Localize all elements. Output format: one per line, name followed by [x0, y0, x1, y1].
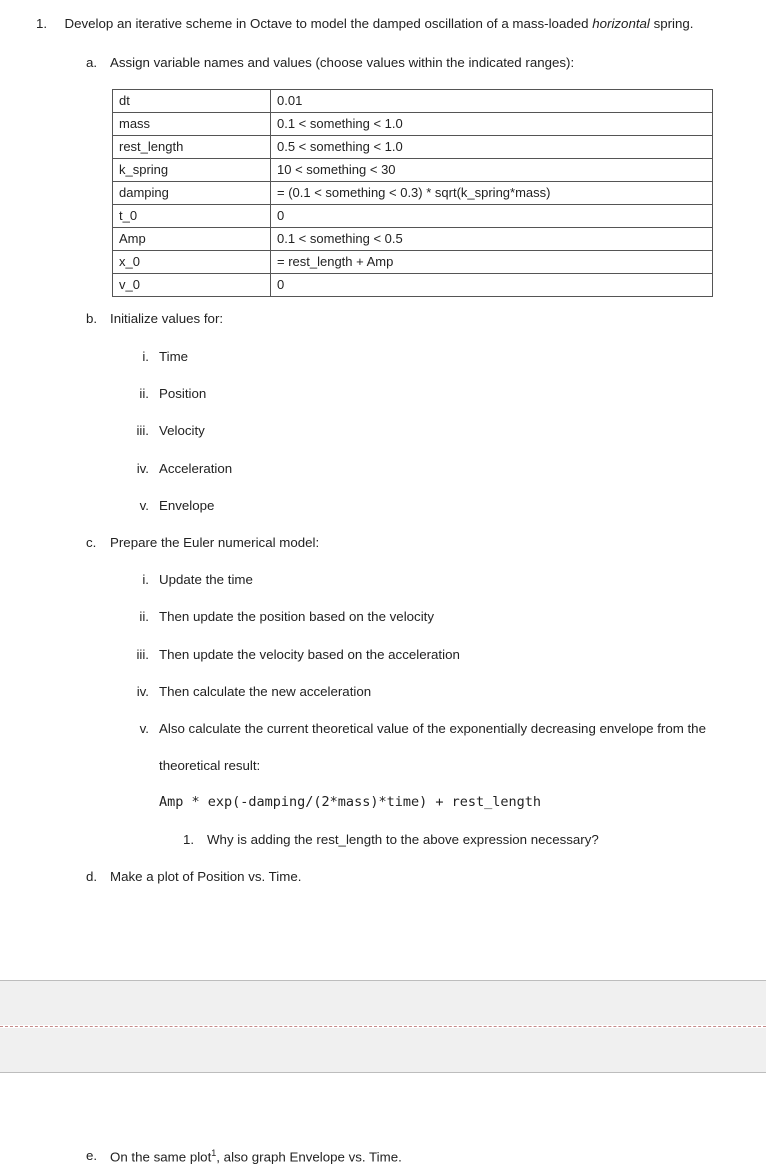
table-row — [113, 159, 713, 182]
footnote-ref: 1 — [211, 1148, 217, 1158]
table-row — [113, 274, 713, 297]
variable-value: 0.5 < something < 1.0 — [271, 136, 713, 159]
table-row — [113, 251, 713, 274]
sub-item-number: 1. — [183, 832, 195, 847]
part-d-text: Make a plot of Position vs. Time. — [110, 869, 302, 884]
list-item-number: v. — [139, 721, 149, 736]
table-row — [113, 228, 713, 251]
part-e-text: On the same plot$^1$, also graph Envelope vs. Time. — [110, 1148, 402, 1165]
question-text: Develop an iterative scheme in Octave to model the damped oscillation of a mass-loaded horizontal spring. — [64, 16, 694, 31]
part-b-text: Initialize values for: — [110, 311, 224, 326]
list-item: Also calculate the current theoretical value of the exponentially decreasing envelope from the — [159, 721, 706, 736]
part-b-label: b. — [86, 311, 98, 326]
table-row — [113, 136, 713, 159]
page-gap-upper — [0, 981, 766, 1025]
list-item-number: iii. — [136, 647, 149, 662]
variable-name: k_spring — [113, 159, 271, 182]
variable-value: 0.1 < something < 0.5 — [271, 228, 713, 251]
part-a-text: Assign variable names and values (choose values within the indicated ranges): — [110, 55, 575, 70]
variable-name: v_0 — [113, 274, 271, 297]
variable-name: mass — [113, 113, 271, 136]
list-item: Then update the velocity based on the acceleration — [159, 647, 460, 662]
list-item-number: i. — [142, 572, 149, 587]
list-item: Acceleration — [159, 461, 233, 476]
list-item: Then update the position based on the velocity — [159, 609, 434, 624]
variable-name: damping — [113, 182, 271, 205]
variable-value: 0 — [271, 205, 713, 228]
list-item-number: ii. — [139, 609, 149, 624]
variable-name: t_0 — [113, 205, 271, 228]
variable-value: = rest_length + Amp — [271, 251, 713, 274]
variables-table — [112, 89, 713, 297]
list-item-number: i. — [142, 349, 149, 364]
list-item: Then calculate the new acceleration — [159, 684, 372, 699]
envelope-formula: Amp * exp(-damping/(2*mass)*time) + rest_length — [159, 794, 542, 810]
variable-value: = (0.1 < something < 0.3) * sqrt(k_spring*mass) — [271, 182, 713, 205]
part-e-label: e. — [86, 1148, 98, 1163]
list-item: Time — [159, 349, 189, 364]
page-gap-lower — [0, 1028, 766, 1072]
sub-item: Why is adding the rest_length to the above expression necessary? — [207, 832, 599, 847]
list-item: Position — [159, 386, 207, 401]
variable-value: 0.1 < something < 1.0 — [271, 113, 713, 136]
page-break-line — [0, 1026, 766, 1027]
part-a-label: a. — [86, 55, 98, 70]
list-item-number: iv. — [136, 684, 149, 699]
table-row — [113, 113, 713, 136]
list-item-number: iv. — [136, 461, 149, 476]
variable-value: 0 — [271, 274, 713, 297]
list-item: Velocity — [159, 423, 205, 438]
list-item-number: ii. — [139, 386, 149, 401]
table-row — [113, 205, 713, 228]
table-row — [113, 90, 713, 113]
list-item: Envelope — [159, 498, 215, 513]
variable-name: dt — [113, 90, 271, 113]
variable-value: 10 < something < 30 — [271, 159, 713, 182]
list-item: Update the time — [159, 572, 253, 587]
variable-name: x_0 — [113, 251, 271, 274]
part-c-text: Prepare the Euler numerical model: — [110, 535, 320, 550]
list-item-number: iii. — [136, 423, 149, 438]
question-1 — [36, 16, 694, 31]
question-number: 1. — [36, 16, 48, 31]
list-item-continued: theoretical result: — [159, 758, 261, 773]
variable-name: rest_length — [113, 136, 271, 159]
part-d-label: d. — [86, 869, 98, 884]
variable-name: Amp — [113, 228, 271, 251]
variable-value: 0.01 — [271, 90, 713, 113]
part-c-label: c. — [86, 535, 97, 550]
table-row — [113, 182, 713, 205]
list-item-number: v. — [139, 498, 149, 513]
page-edge-bottom — [0, 1072, 766, 1073]
